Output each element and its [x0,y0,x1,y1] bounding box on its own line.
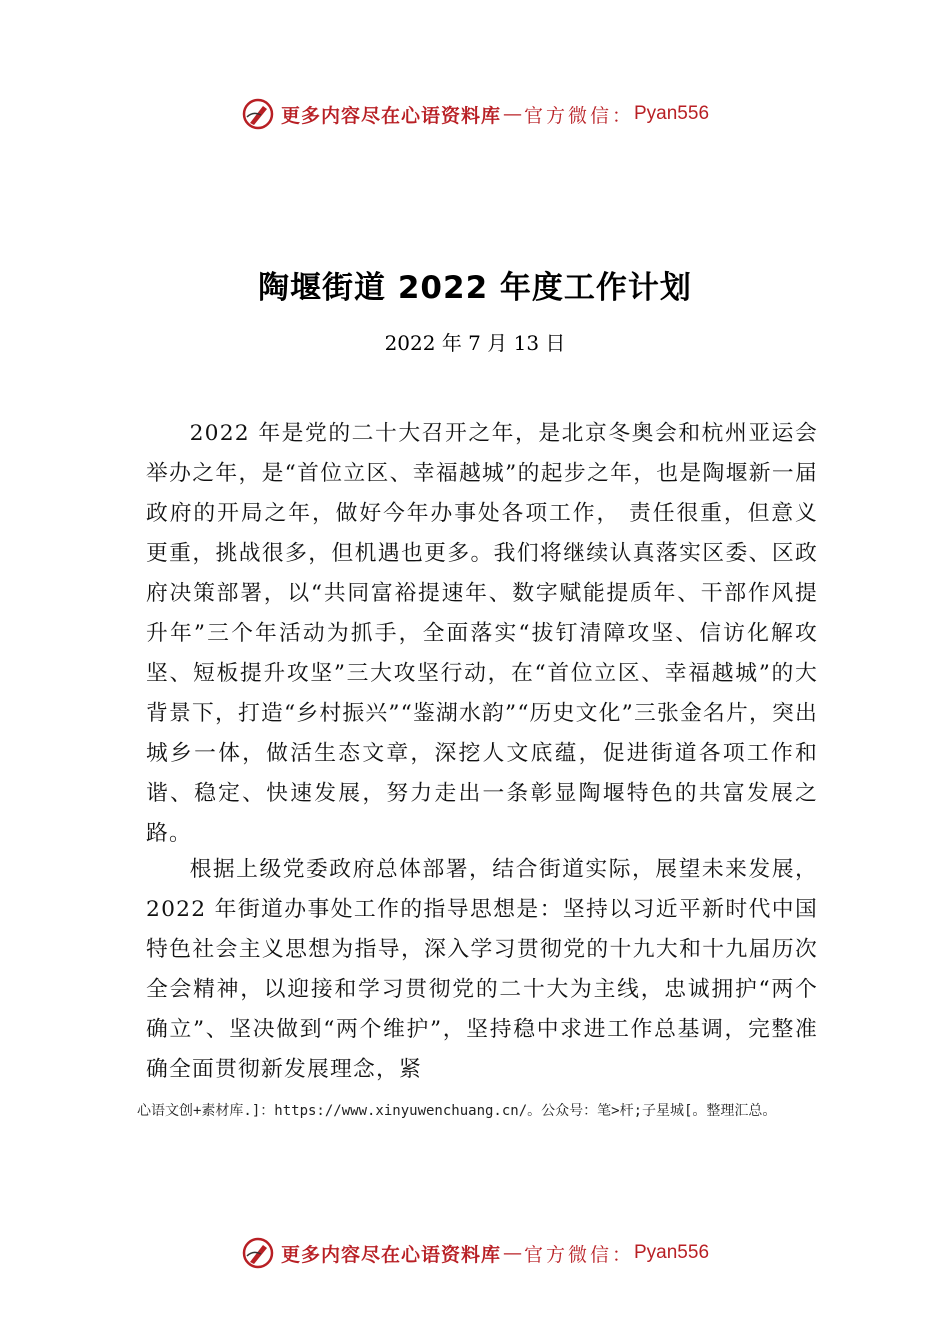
pen-nib-logo-icon [241,1236,275,1270]
document-date: 2022 年 7 月 13 日 [384,331,566,355]
source-footnote: 心语文创+素材库.]：https://www.xinyuwenchuang.cn/。公众号：笔>杆;子星城[。整理汇总。 [137,1103,777,1119]
paragraph-1 [146,414,818,854]
watermark-brand: 更多内容尽在心语资料库 [280,1243,501,1266]
paragraph-1-text: 2022 年是党的二十大召开之年，是北京冬奥会和杭州亚运会举办之年，是“首位立区、幸福越城”的起步之年，也是陶堰新一届政府的开局之年，做好今年办事处各项工作， 责任很重，但意义更重，挑战很多，但机遇也更多。我们将继续认真落实区委、区政府决策部署，以“共同富裕提速年、数字赋能提质年、干部作风提升年”三个年活动为抓手，全面落实“拔钉清障攻坚、信访化解攻坚、短板提升攻坚”三大攻坚行动，在“首位立区、幸福越城”的大背景下，打造“乡村振兴”“鉴湖水韵”“历史文化”三张金名片，突出城乡一体，做活生态文章，深挖人文底蕴，促进街道各项工作和谐、稳定、快速发展，努力走出一条彰显陶堰特色的共富发展之路。 [146,421,818,846]
watermark-official-label: 官方微信： [523,104,634,127]
watermark-header [0,94,950,134]
watermark-wechat-id: Pyan556 [634,1242,710,1263]
pen-nib-logo-icon [241,97,275,131]
paragraph-2 [146,850,818,1090]
watermark-separator: — [502,103,522,125]
watermark-brand: 更多内容尽在心语资料库 [280,104,501,127]
document-title: 陶堰街道 2022 年度工作计划 [258,270,692,306]
watermark-wechat-id: Pyan556 [634,103,710,124]
watermark-official-label: 官方微信： [523,1243,634,1266]
paragraph-2-text: 根据上级党委政府总体部署，结合街道实际，展望未来发展，2022 年街道办事处工作的指导思想是：坚持以习近平新时代中国特色社会主义思想为指导，深入学习贯彻党的十九大和十九届历次全会精神，以迎接和学习贯彻党的二十大为主线，忠诚拥护“两个确立”、坚决做到“两个维护”，坚持稳中求进工作总基调，完整准确全面贯彻新发展理念，紧 [146,857,818,1082]
watermark-footer [0,1233,950,1273]
watermark-separator: — [502,1242,522,1264]
